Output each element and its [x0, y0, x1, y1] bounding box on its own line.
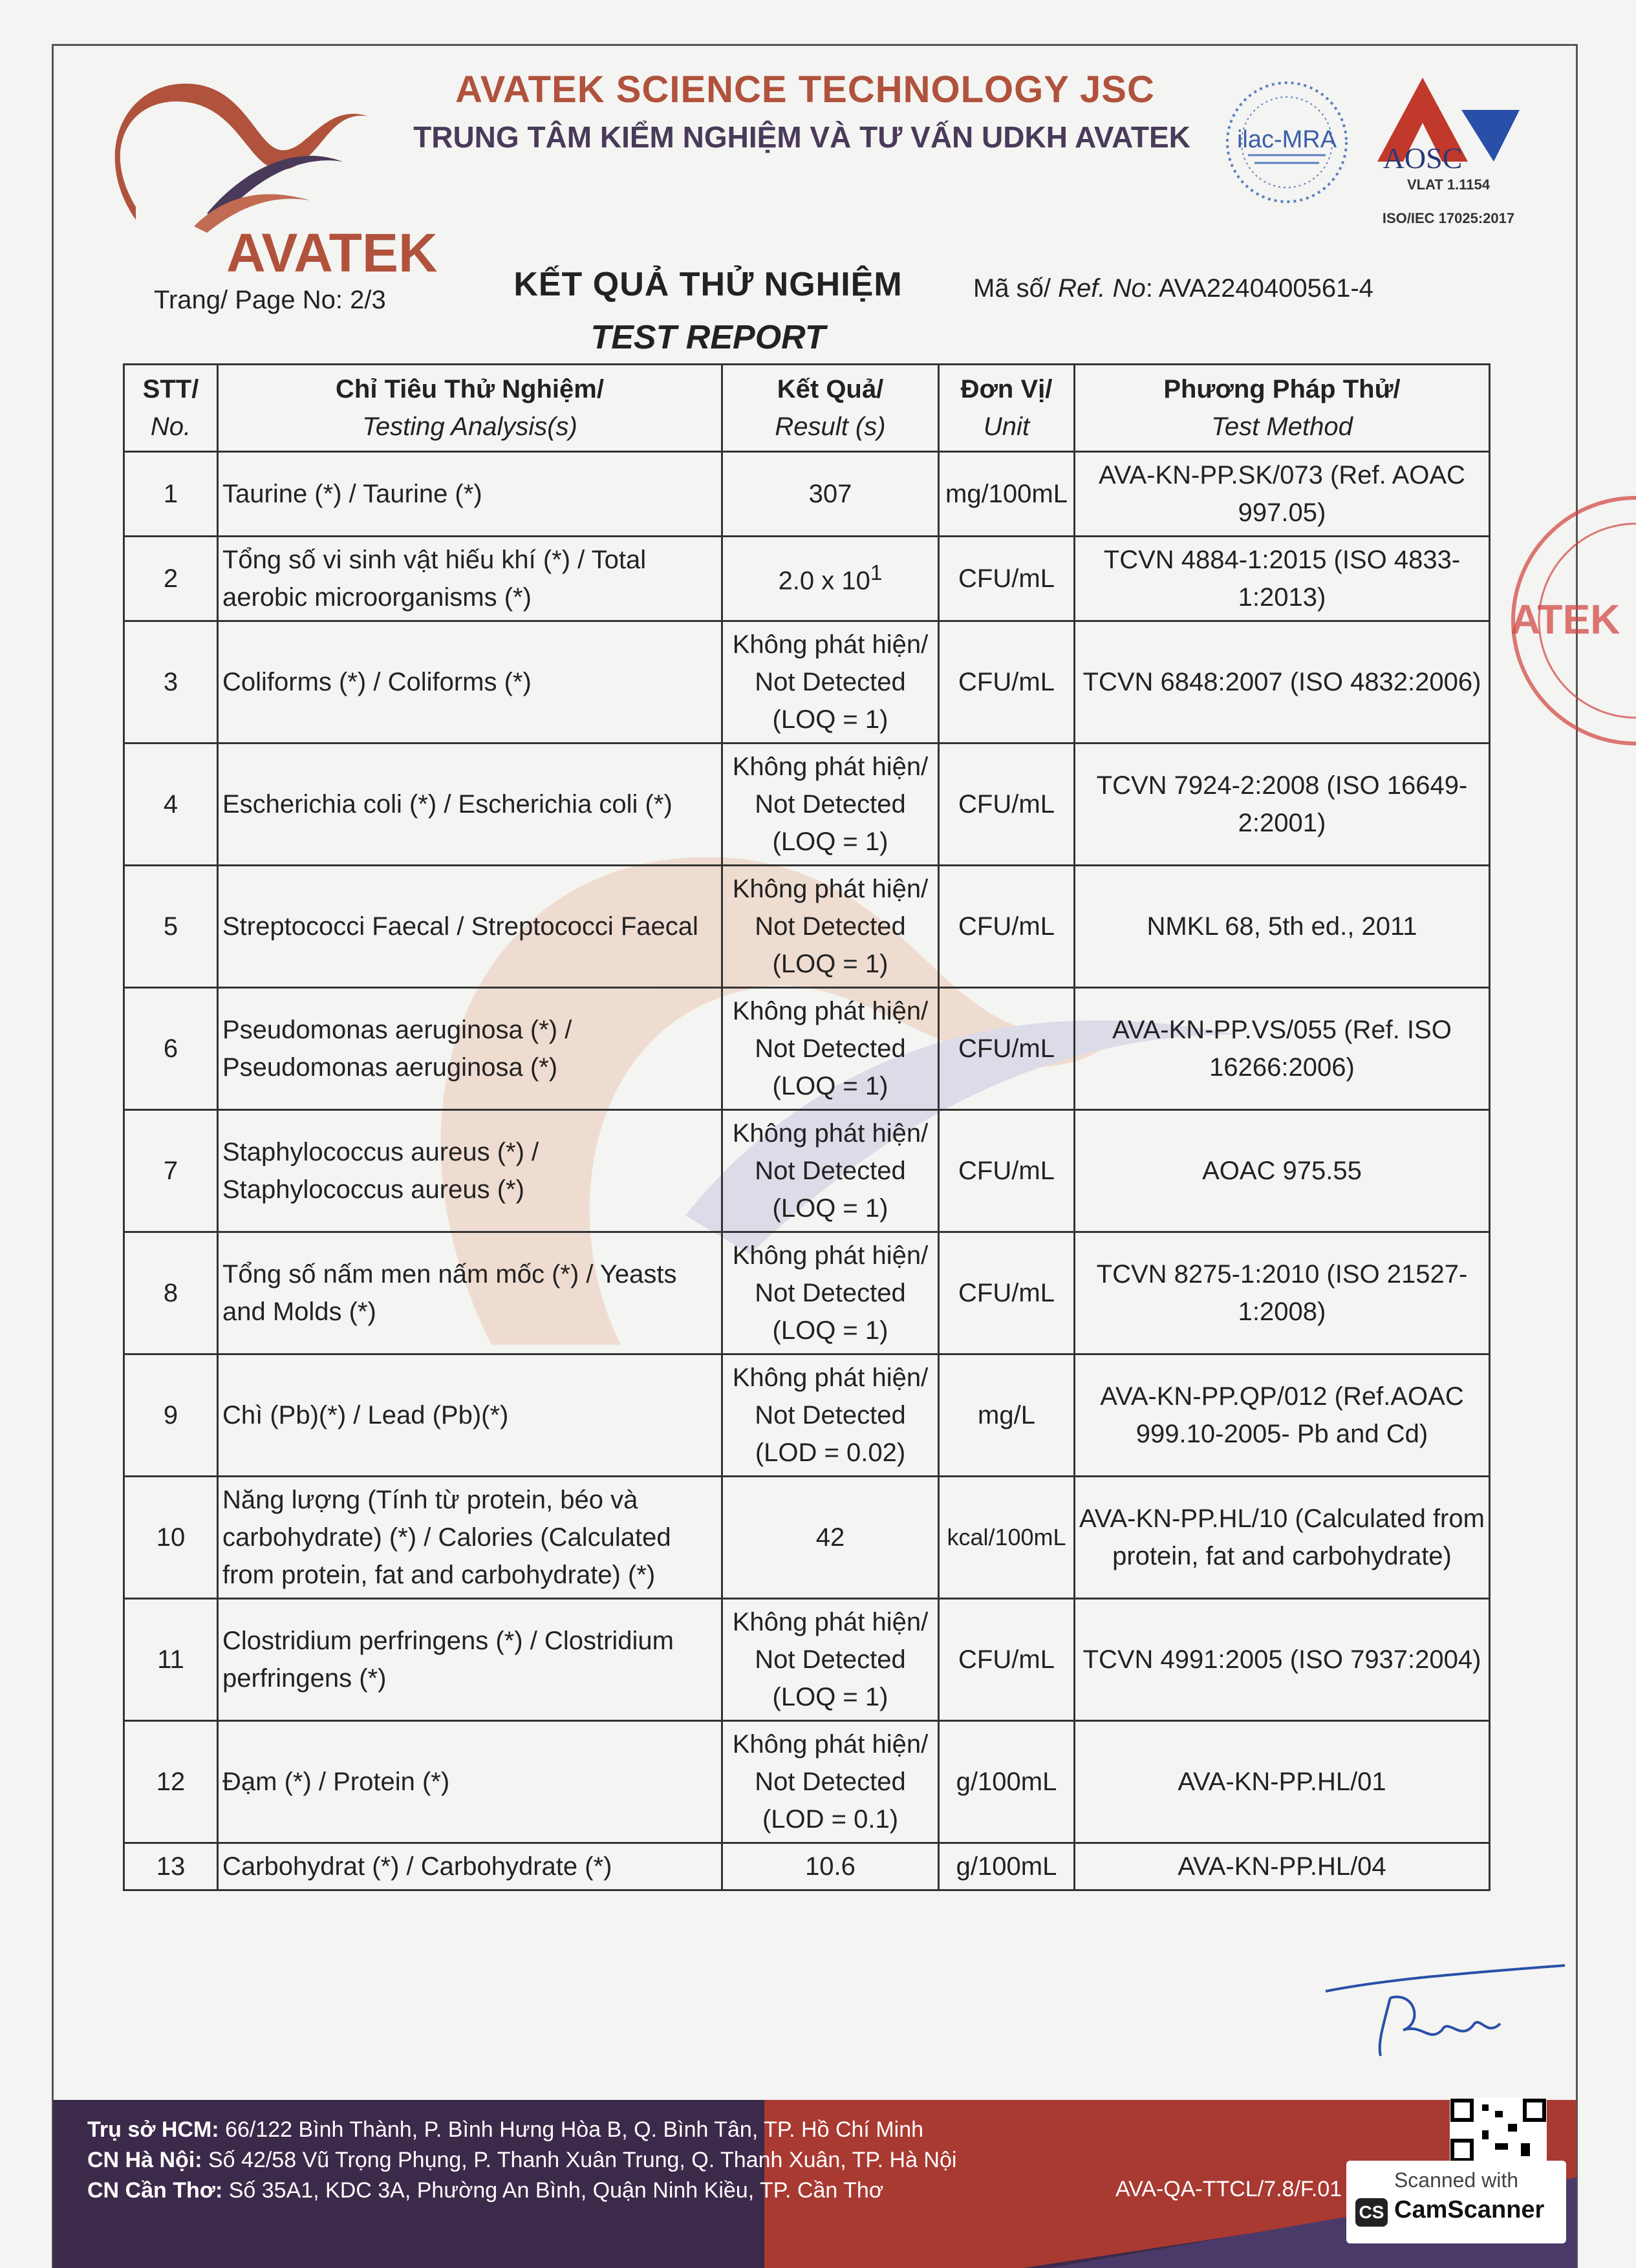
qr-code-icon — [1450, 2098, 1547, 2163]
cell-method: TCVN 7924-2:2008 (ISO 16649-2:2001) — [1075, 744, 1490, 866]
scanned-with-label: Scanned with — [1394, 2168, 1519, 2192]
cell-result: 42 — [722, 1477, 939, 1599]
avatek-logo — [97, 65, 438, 284]
cell-unit: CFU/mL — [939, 621, 1075, 744]
cell-unit: CFU/mL — [939, 744, 1075, 866]
cell-method: AVA-KN-PP.HL/04 — [1075, 1843, 1490, 1890]
cell-no: 9 — [124, 1354, 218, 1477]
header-method: Phương Pháp Thử/ Test Method — [1075, 365, 1490, 452]
table-row — [124, 537, 1490, 621]
cell-no: 5 — [124, 866, 218, 988]
cell-no: 4 — [124, 744, 218, 866]
cell-analysis: Đạm (*) / Protein (*) — [218, 1721, 722, 1843]
cell-result: 2.0 x $10^1$ — [722, 537, 939, 621]
cell-result: Không phát hiện/ Not Detected (LOQ = 1) — [722, 866, 939, 988]
ref-value: : AVA2240400561-4 — [1145, 274, 1373, 303]
cell-method: AOAC 975.55 — [1075, 1110, 1490, 1232]
cell-unit: CFU/mL — [939, 866, 1075, 988]
cell-result: Không phát hiện/ Not Detected (LOQ = 1) — [722, 1232, 939, 1354]
cell-analysis: Escherichia coli (*) / Escherichia coli (*) — [218, 744, 722, 866]
header-analysis: Chỉ Tiêu Thử Nghiệm/ Testing Analysis(s) — [218, 365, 722, 452]
ilac-mra-icon — [1222, 78, 1351, 207]
cell-result: Không phát hiện/ Not Detected (LOQ = 1) — [722, 1110, 939, 1232]
vlat-number: VLAT 1.1154 — [1407, 177, 1490, 193]
signature — [1313, 1952, 1571, 2069]
cell-unit: g/100mL — [939, 1721, 1075, 1843]
cell-method: AVA-KN-PP.QP/012 (Ref.AOAC 999.10-2005- Pb and Cd) — [1075, 1354, 1490, 1477]
cell-result: Không phát hiện/ Not Detected (LOQ = 1) — [722, 744, 939, 866]
table-row — [124, 1843, 1490, 1890]
page-number: Trang/ Page No: 2/3 — [154, 286, 386, 314]
cell-unit: CFU/mL — [939, 537, 1075, 621]
cell-unit: mg/L — [939, 1354, 1075, 1477]
cell-no: 6 — [124, 988, 218, 1110]
cell-result: Không phát hiện/ Not Detected (LOD = 0.1) — [722, 1721, 939, 1843]
cell-analysis: Streptococci Faecal / Streptococci Faecal — [218, 866, 722, 988]
report-title-en: TEST REPORT — [590, 319, 826, 356]
cell-no: 11 — [124, 1599, 218, 1721]
cell-result: Không phát hiện/ Not Detected (LOQ = 1) — [722, 988, 939, 1110]
cell-no: 8 — [124, 1232, 218, 1354]
table-row — [124, 1477, 1490, 1599]
cell-analysis: Chì (Pb)(*) / Lead (Pb)(*) — [218, 1354, 722, 1477]
camscanner-badge — [1346, 2161, 1566, 2243]
cell-no: 1 — [124, 452, 218, 537]
hanoi-address: CN Hà Nội: Số 42/58 Vũ Trọng Phụng, P. Thanh Xuân Trung, Q. Thanh Xuân, TP. Hà Nội — [87, 2148, 957, 2172]
cell-analysis: Pseudomonas aeruginosa (*) / Pseudomonas aeruginosa (*) — [218, 988, 722, 1110]
cantho-address: CN Cần Thơ: Số 35A1, KDC 3A, Phường An Bình, Quận Ninh Kiều, TP. Cần Thơ — [87, 2178, 884, 2203]
cell-method: AVA-KN-PP.HL/10 (Calculated from protein, fat and carbohydrate) — [1075, 1477, 1490, 1599]
table-row — [124, 621, 1490, 744]
table-header-row — [124, 365, 1490, 452]
table-row — [124, 1354, 1490, 1477]
cell-method: AVA-KN-PP.HL/01 — [1075, 1721, 1490, 1843]
cell-method: TCVN 4991:2005 (ISO 7937:2004) — [1075, 1599, 1490, 1721]
ref-label-vi: Mã số/ — [973, 274, 1059, 303]
table-row — [124, 866, 1490, 988]
cell-no: 12 — [124, 1721, 218, 1843]
table-row — [124, 1599, 1490, 1721]
cell-unit: mg/100mL — [939, 452, 1075, 537]
ref-label-en: Ref. No — [1058, 274, 1146, 303]
results-table — [123, 363, 1491, 1891]
cell-analysis: Tổng số vi sinh vật hiếu khí (*) / Total aerobic microorganisms (*) — [218, 537, 722, 621]
cell-no: 13 — [124, 1843, 218, 1890]
company-stamp — [1507, 485, 1636, 756]
cell-method: TCVN 4884-1:2015 (ISO 4833-1:2013) — [1075, 537, 1490, 621]
camscanner-name: CamScanner — [1394, 2196, 1545, 2223]
table-row — [124, 452, 1490, 537]
cell-unit: g/100mL — [939, 1843, 1075, 1890]
ilac-text: ilac-MRA — [1236, 126, 1337, 153]
cell-method: NMKL 68, 5th ed., 2011 — [1075, 866, 1490, 988]
company-name: AVATEK SCIENCE TECHNOLOGY JSC — [455, 69, 1155, 111]
cell-result: 10.6 — [722, 1843, 939, 1890]
cell-result: Không phát hiện/ Not Detected (LOQ = 1) — [722, 621, 939, 744]
cell-no: 10 — [124, 1477, 218, 1599]
cell-unit: CFU/mL — [939, 1110, 1075, 1232]
camscanner-icon: CS — [1355, 2198, 1388, 2227]
aosc-badge — [1364, 71, 1533, 226]
cell-result: Không phát hiện/ Not Detected (LOQ = 1) — [722, 1599, 939, 1721]
cell-analysis: Carbohydrat (*) / Carbohydrate (*) — [218, 1843, 722, 1890]
header-unit: Đơn Vị/ Unit — [939, 365, 1075, 452]
aosc-triangle-icon — [1364, 71, 1533, 175]
cell-unit: CFU/mL — [939, 1232, 1075, 1354]
table-row — [124, 1232, 1490, 1354]
cell-analysis: Năng lượng (Tính từ protein, béo và carbohydrate) (*) / Calories (Calculated from protein, fat and carbohydrate) (*) — [218, 1477, 722, 1599]
cell-method: AVA-KN-PP.VS/055 (Ref. ISO 16266:2006) — [1075, 988, 1490, 1110]
header-no: STT/ No. — [124, 365, 218, 452]
cell-analysis: Staphylococcus aureus (*) / Staphylococcus aureus (*) — [218, 1110, 722, 1232]
cell-unit: kcal/100mL — [939, 1477, 1075, 1599]
cell-result: 307 — [722, 452, 939, 537]
cell-method: TCVN 8275-1:2010 (ISO 21527-1:2008) — [1075, 1232, 1490, 1354]
hcm-address: Trụ sở HCM: 66/122 Bình Thành, P. Bình Hưng Hòa B, Q. Bình Tân, TP. Hồ Chí Minh — [87, 2117, 924, 2142]
cell-no: 7 — [124, 1110, 218, 1232]
cell-result: Không phát hiện/ Not Detected (LOD = 0.02) — [722, 1354, 939, 1477]
header-result: Kết Quả/ Result (s) — [722, 365, 939, 452]
aosc-text: AOSC — [1383, 142, 1463, 175]
cell-no: 3 — [124, 621, 218, 744]
logo-text: AVATEK — [226, 222, 438, 283]
cell-method: AVA-KN-PP.SK/073 (Ref. AOAC 997.05) — [1075, 452, 1490, 537]
table-row — [124, 744, 1490, 866]
cell-analysis: Clostridium perfringens (*) / Clostridium perfringens (*) — [218, 1599, 722, 1721]
cell-method: TCVN 6848:2007 (ISO 4832:2006) — [1075, 621, 1490, 744]
cell-no: 2 — [124, 537, 218, 621]
iso-standard: ISO/IEC 17025:2017 — [1382, 210, 1515, 226]
report-title-vi: KẾT QUẢ THỬ NGHIỆM — [513, 266, 903, 303]
form-code: AVA-QA-TTCL/7.8/F.01 — [1115, 2177, 1342, 2201]
table-row — [124, 988, 1490, 1110]
table-row — [124, 1721, 1490, 1843]
table-row — [124, 1110, 1490, 1232]
cell-analysis: Taurine (*) / Taurine (*) — [218, 452, 722, 537]
svg-text:ATEK: ATEK — [1511, 596, 1620, 643]
cell-analysis: Tổng số nấm men nấm mốc (*) / Yeasts and Molds (*) — [218, 1232, 722, 1354]
cell-unit: CFU/mL — [939, 1599, 1075, 1721]
cell-analysis: Coliforms (*) / Coliforms (*) — [218, 621, 722, 744]
cell-unit: CFU/mL — [939, 988, 1075, 1110]
reference-number — [973, 274, 1373, 303]
center-name: TRUNG TÂM KIỂM NGHIỆM VÀ TƯ VẤN UDKH AVATEK — [413, 120, 1190, 154]
